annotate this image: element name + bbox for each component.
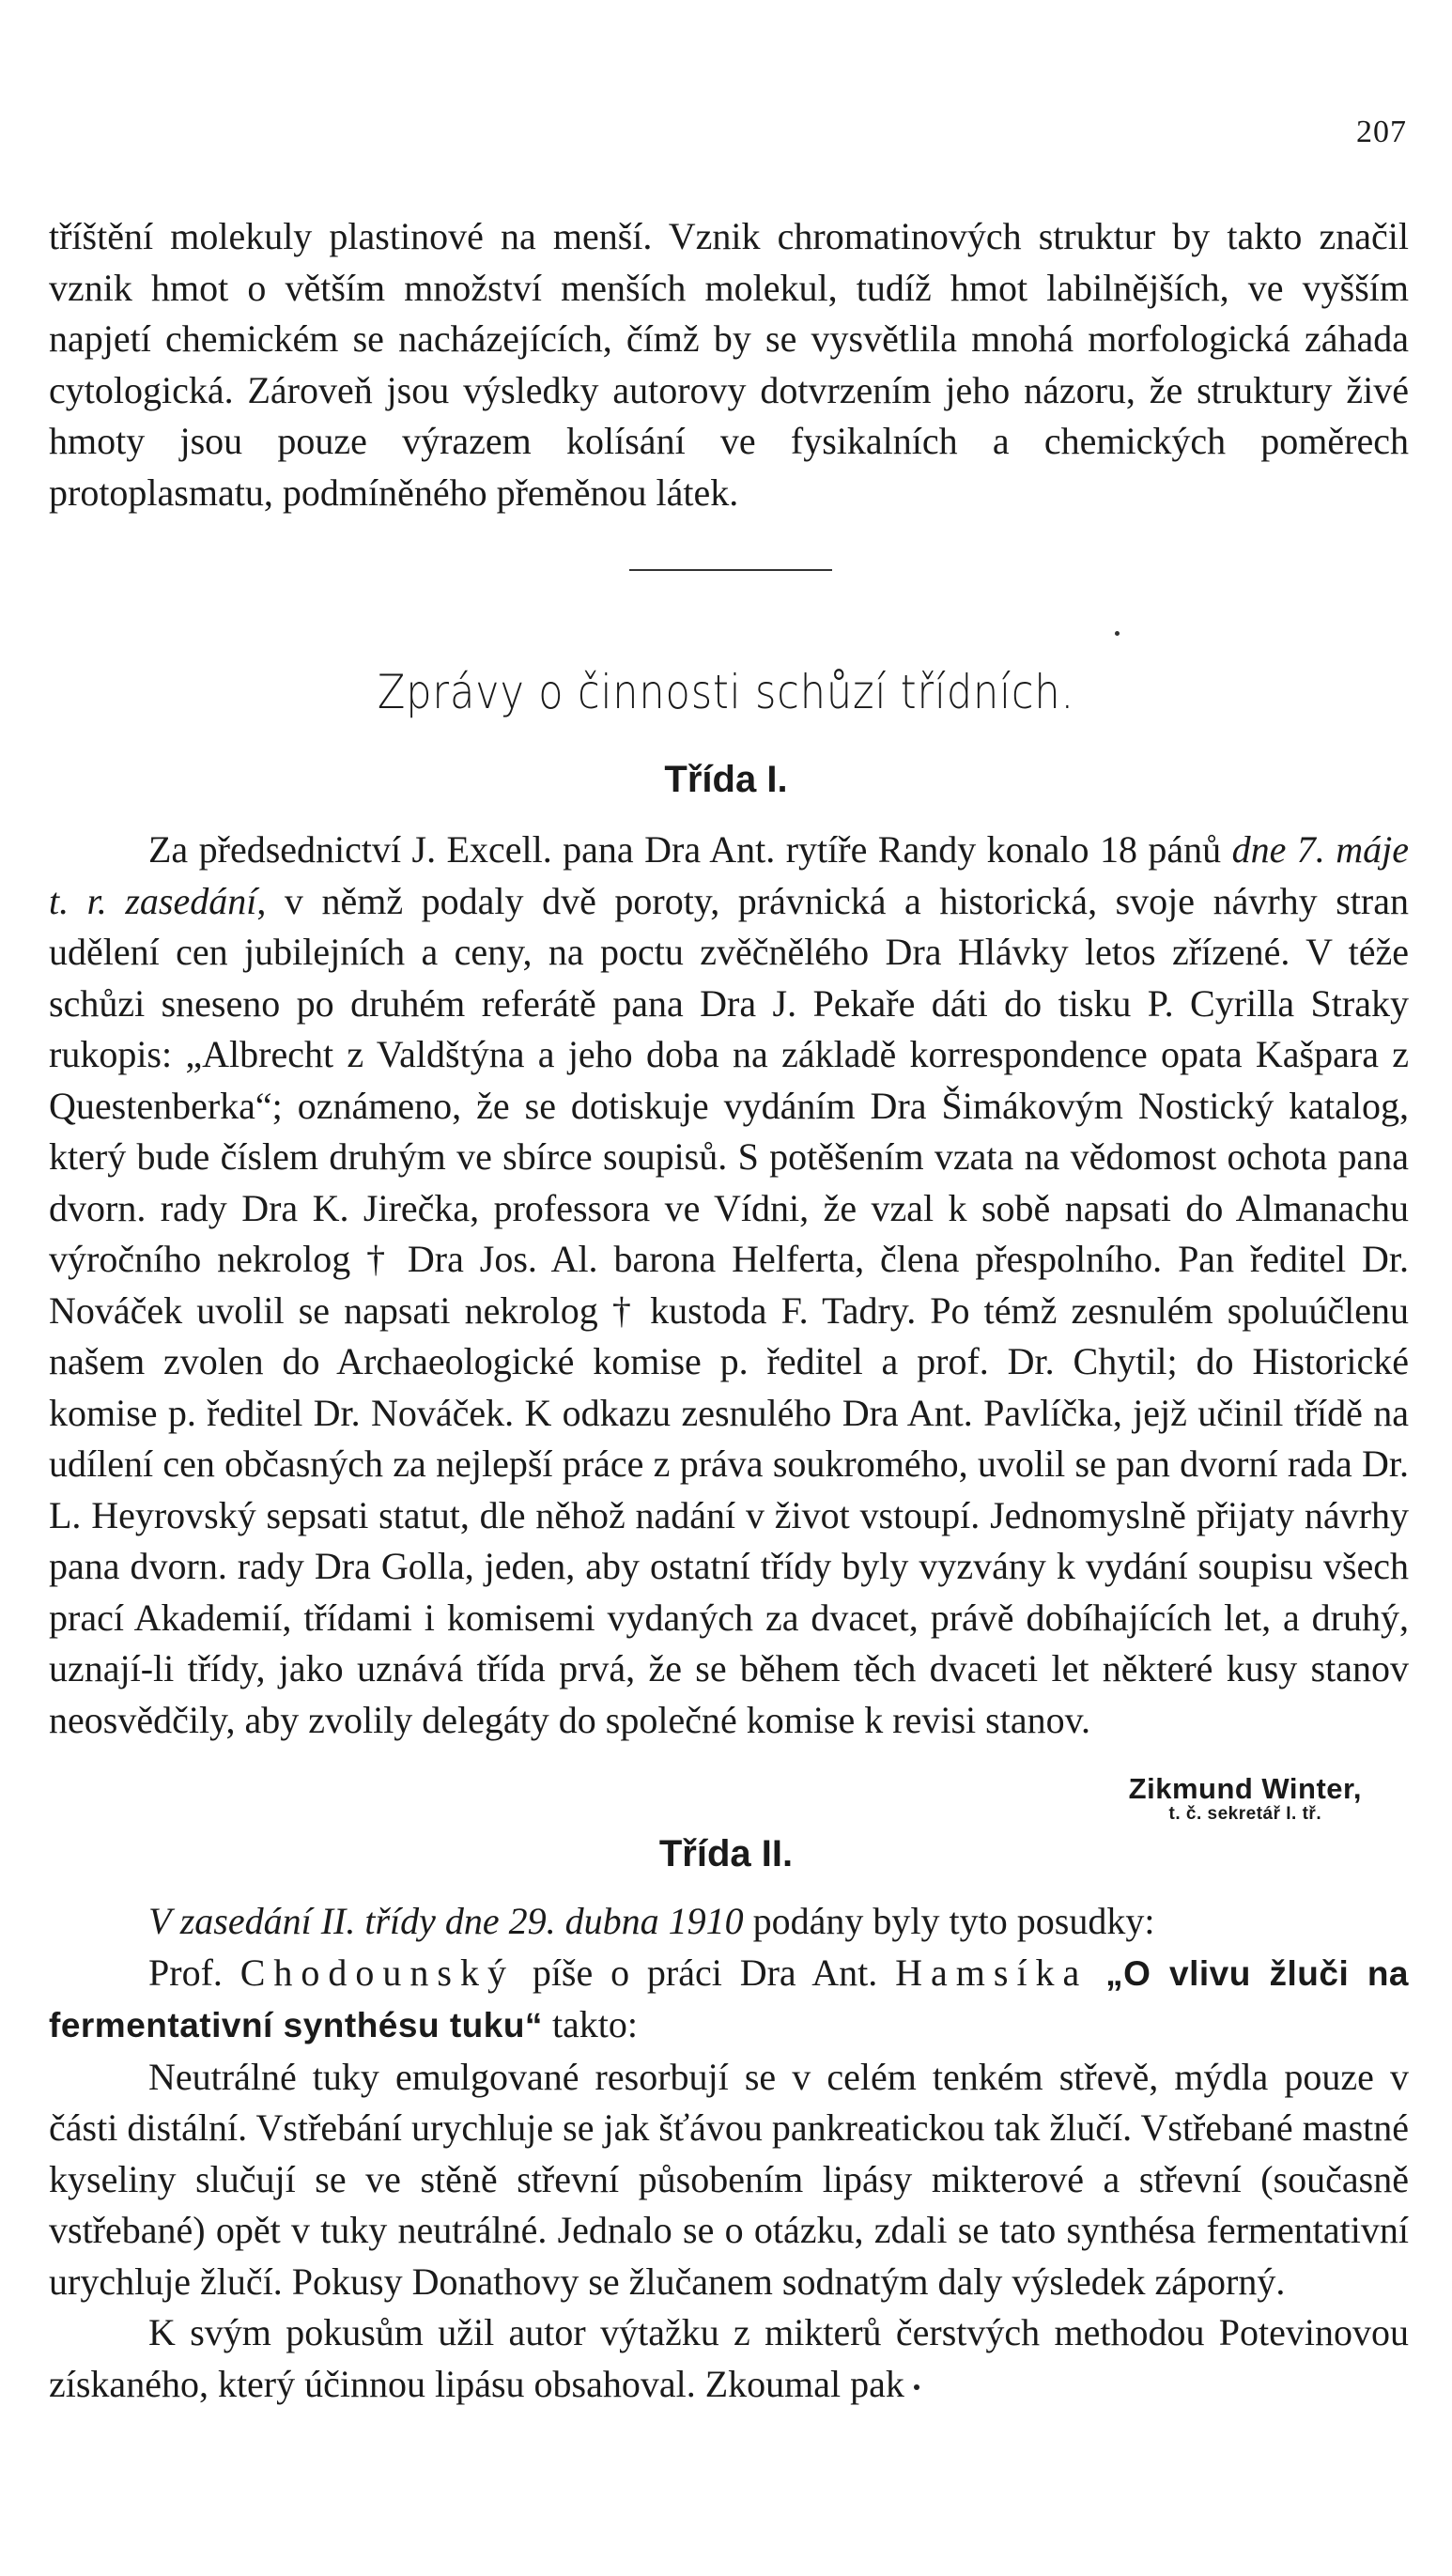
work-title: „O vlivu žluči na fermentativní synthésu tuku“: [49, 1953, 1410, 2044]
continuation-dot: [914, 2384, 919, 2390]
class-1-text-a: Za předsednictví J. Excell. pana Dra Ant. rytíře Randy konalo 18 pánů: [148, 828, 1232, 871]
print-speck: [1115, 631, 1120, 636]
class-2-meeting-date: V zasedání II. třídy dne 29. dubna 1910: [148, 1900, 744, 1942]
review-paragraph-2-text: K svým pokusům užil autor výtažku z mikterů čerstvých methodou Potevinovou získaného, který účinnou lipásu obsahoval. Zkoumal pak: [49, 2311, 1409, 2405]
signature-block: [1129, 1772, 1362, 1825]
class-2-review-paragraph-2: [49, 2307, 1409, 2410]
class-2-heading: Třída II.: [658, 1833, 794, 1874]
review-intro-mid: píše o práci Dra Ant.: [514, 1951, 896, 1994]
class-1-meeting-date: dne 7. máje t. r. zasedání: [49, 828, 1409, 922]
intro-paragraph: tříštění molekuly plastinové na menší. Vznik chromatinových struktur by takto značil vznik hmot o větším množství menších molekul, tudíž hmot labilnějších, ve vyšším napjetí chemickém se nacházejících, čímž by se vysvětlila mnohá morfologická záhada cytologická. Zároveň jsou výsledky autorovy dotvrzením jeho názoru, že struktury živé hmoty jsou pouze výrazem kolísání ve fysikalních a chemických poměrech protoplasmatu, podmíněného přeměnou látek.: [49, 215, 1409, 514]
class-1-text-b: , v němž podaly dvě poroty, právnická a historická, svoje návrhy stran udělení cen jubilejních a ceny, na poctu zvěčnělého Dra Hlávky letos zřízené. V téže schůzi sneseno po druhém referátě pana Dra J. Pekaře dáti do tisku P. Cyrilla Straky rukopis: „Albrecht z Valdštýna a jeho doba na základě korrespondence opata Kašpara z Questenberka“; oznámeno, že se dotiskuje vydáním Dra Šimákovým Nostický katalog, který bude číslem druhým ve sbírce soupisů. S potěšením vzata na vědomost ochota pana dvorn. rady Dra K. Jirečka, professora ve Vídni, že vzal k sobě napsati do Almanachu výročního nekrolog † Dra Jos. Al. barona Helferta, člena přespolního. Pan ředitel Dr. Nováček uvolil se napsati nekrolog † kustoda F. Tadry. Po témž zesnulém spoluúčlenu našem zvolen do Archaeologické komise p. ředitel a prof. Dr. Chytil; do Historické komise p. ředitel Dr. Nováček. K odkazu zesnulého Dra Ant. Pavlíčka, jejž učinil třídě na udílení cen občasných za nejlepší práce z práva soukromého, uvolil se pan dvorní rada Dr. L. Heyrovský sepsati statut, dle něhož nadání v život vstoupí. Jednomyslně přijaty návrhy pana dvorn. rady Dra Golla, jeden, aby ostatní třídy byly vyzvány k vydání soupisu všech prací Akademií, třídami i komisemi vydaných za dvacet, právě dobíhajících let, a druhý, uznají-li třídy, jako uznává třída prvá, že se během těch dvaceti let některé kusy stanov neosvědčily, aby zvolily delegáty do společné komise k revisi stanov.: [49, 879, 1409, 1741]
author-name: Hamsíka: [895, 1951, 1089, 1994]
class-2-review-paragraph-1: Neutrálné tuky emulgované resorbují se v celém tenkém střevě, mýdla pouze v části distální. Vstřebání urychluje se jak šťávou pankreatickou tak žlučí. Vstřebané mastné kyseliny slučují se ve stěně střevní působením lipásy mikterové a střevní (současně vstřebané) opět v tuky neutrálné. Jednalo se o otázku, zdali se tato synthésa fermentativní urychluje žlučí. Pokusy Donathovy se žlučanem sodnatým daly výsledek záporný.: [49, 2055, 1409, 2303]
intro-paragraph-block: [49, 211, 1409, 518]
reviewer-title: Prof.: [148, 1951, 240, 1994]
page-number: 207: [1356, 115, 1407, 149]
class-1-heading: Třída I.: [664, 759, 788, 800]
signature-name: Zikmund Winter,: [1128, 1772, 1362, 1805]
class-2-report: [49, 1896, 1409, 2410]
class-2-intro: [49, 1896, 1409, 1948]
class-2-review-intro: [49, 1948, 1409, 2052]
signature-role: t. č. sekretář I. tř.: [1168, 1804, 1322, 1824]
class-2-intro-rest: podány byly tyto posudky:: [743, 1900, 1155, 1942]
section-title: Zprávy o činnosti schůzí třídních.: [377, 665, 1075, 719]
section-divider: [629, 569, 832, 571]
reviewer-name: Chodounský: [239, 1951, 515, 1994]
class-1-report: [49, 825, 1409, 1746]
review-intro-end: takto:: [542, 2003, 639, 2045]
class-1-paragraph: [49, 825, 1409, 1746]
